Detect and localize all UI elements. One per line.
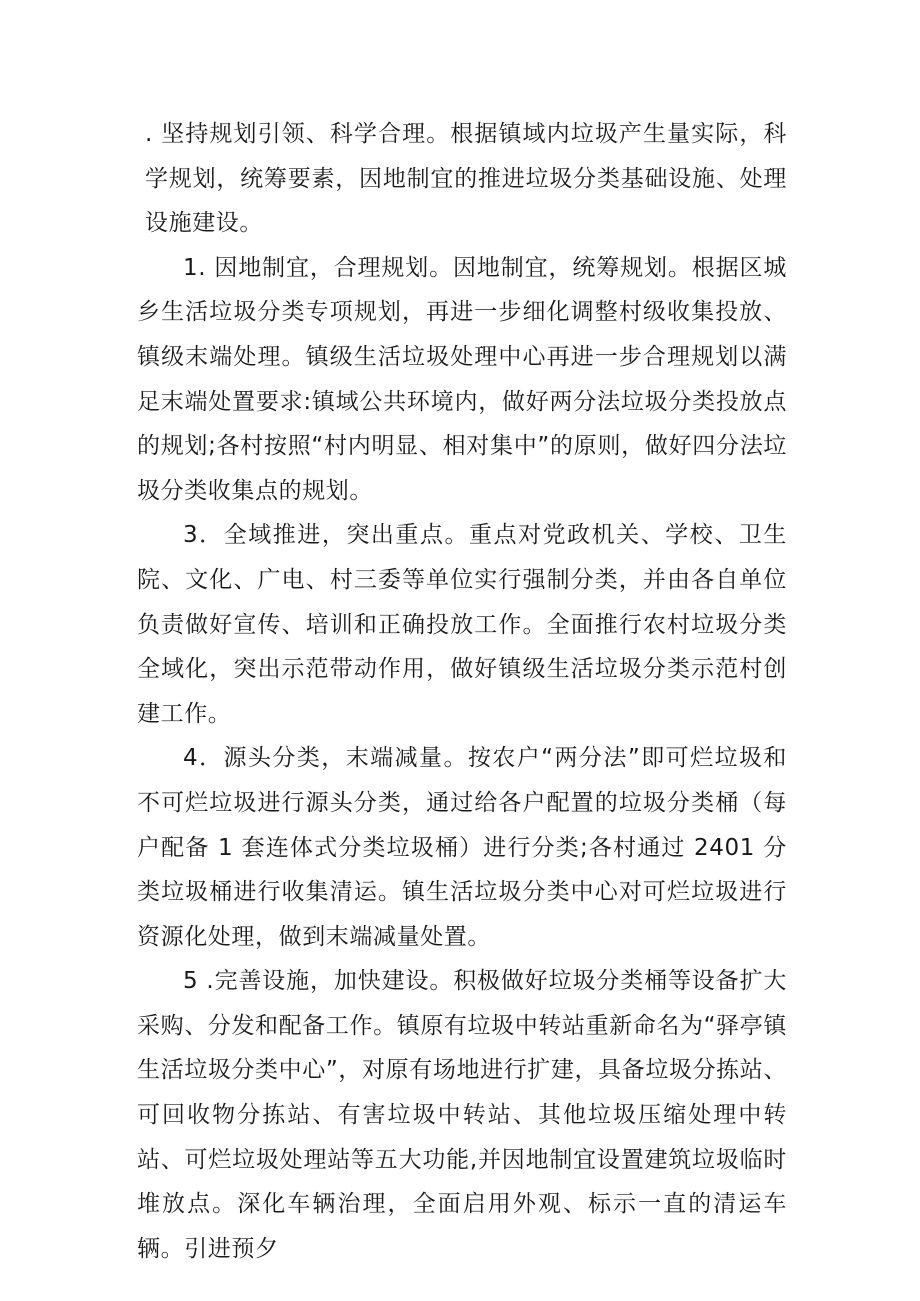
paragraph-item-4: 4．源头分类，末端减量。按农户“两分法”即可烂垃圾和不可烂垃圾进行源头分类，通过给各户配置的垃圾分类桶（每户配备 1 套连体式分类垃圾桶）进行分类;各村通过 2401 分类垃圾桶进行收集清运。镇生活垃圾分类中心对可烂垃圾进行资源化处理，做到末端减量处置。 [137, 745, 787, 950]
document-body [137, 112, 787, 1271]
paragraph-item-3: 3．全域推进，突出重点。重点对党政机关、学校、卫生院、文化、广电、村三委等单位实行强制分类，并由各自单位负责做好宣传、培训和正确投放工作。全面推行农村垃圾分类全域化，突出示范带动作用，做好镇级生活垃圾分类示范村创建工作。 [137, 522, 787, 727]
paragraph-planning-principle: . 坚持规划引领、科学合理。根据镇域内垃圾产生量实际，科学规划，统筹要素，因地制宜的推进垃圾分类基础设施、处理设施建设。 [145, 121, 787, 237]
paragraph-item-1: 1. 因地制宜，合理规划。因地制宜，统筹规划。根据区城乡生活垃圾分类专项规划，再进一步细化调整村级收集投放、镇级末端处理。镇级生活垃圾处理中心再进一步合理规划以满足末端处置要求:镇域公共环境内，做好两分法垃圾分类投放点的规划;各村按照“村内明显、相对集中”的原则，做好四分法垃圾分类收集点的规划。 [137, 254, 787, 504]
paragraph-item-5: 5 .完善设施，加快建设。积极做好垃圾分类桶等设备扩大采购、分发和配备工作。镇原有垃圾中转站重新命名为“驿亭镇生活垃圾分类中心”，对原有场地进行扩建，具备垃圾分拣站、可回收物分拣站、有害垃圾中转站、其他垃圾压缩处理中转站、可烂垃圾处理站等五大功能,并因地制宜设置建筑垃圾临时堆放点。深化车辆治理，全面启用外观、标示一直的清运车辆。引进预夕 [137, 968, 787, 1262]
